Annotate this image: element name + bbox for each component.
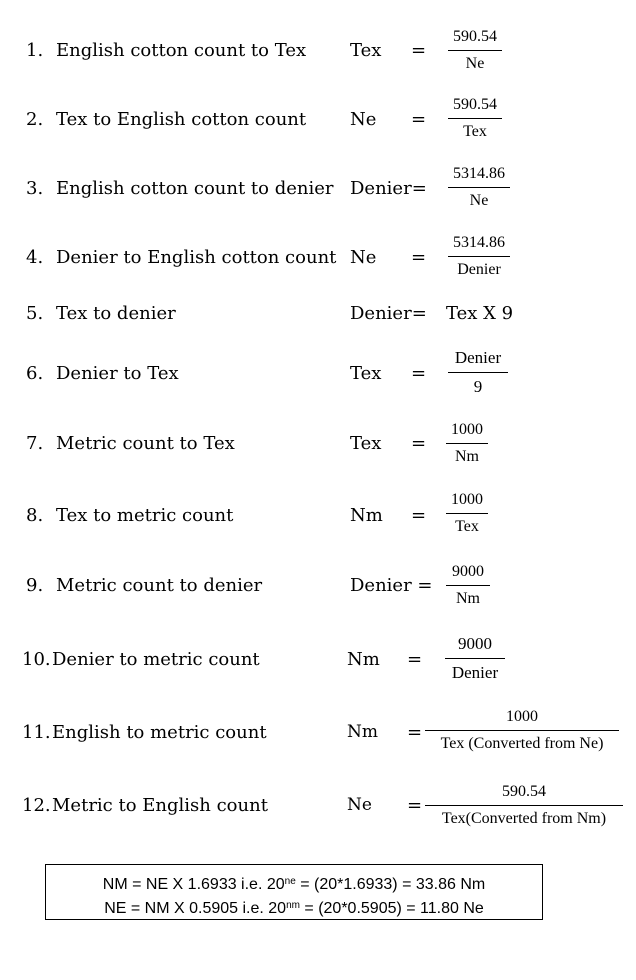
row-lhs: Tex xyxy=(350,363,382,384)
row-number: 6. xyxy=(26,363,44,384)
summary-line-1-result: = (20*1.6933) = 33.86 Nm xyxy=(295,876,486,893)
fraction xyxy=(448,234,510,279)
row-lhs: Denier= xyxy=(350,303,427,324)
row-description: Denier to metric count xyxy=(52,649,260,670)
row-number: 3. xyxy=(26,178,44,199)
row-number: 8. xyxy=(26,505,44,526)
row-number: 9. xyxy=(26,575,44,596)
numerator: 590.54 xyxy=(425,783,623,806)
numerator: 1000 xyxy=(425,708,619,731)
numerator: 5314.86 xyxy=(448,165,510,188)
fraction xyxy=(448,96,502,141)
denominator: Tex(Converted from Nm) xyxy=(441,810,607,827)
numerator: 590.54 xyxy=(448,28,502,51)
row-lhs: Denier= xyxy=(350,178,427,199)
row-number: 10. xyxy=(22,649,51,670)
fraction xyxy=(446,563,490,608)
row-description: Metric count to Tex xyxy=(56,433,235,454)
row-number: 1. xyxy=(26,40,44,61)
summary-line-2-sup: nm xyxy=(286,900,300,911)
equals-sign: = xyxy=(411,363,427,384)
denominator: Nm xyxy=(456,590,480,607)
summary-line-1-text: NM = NE X 1.6933 i.e. 20 xyxy=(102,876,285,893)
denominator: 9 xyxy=(473,377,483,396)
denominator: Tex xyxy=(455,518,479,535)
denominator: Tex (Converted from Ne) xyxy=(440,735,604,752)
summary-line-1 xyxy=(46,871,542,895)
row-lhs: Denier = xyxy=(350,575,433,596)
fraction xyxy=(448,348,508,397)
equals-sign: = xyxy=(407,649,423,670)
numerator: 5314.86 xyxy=(448,234,510,257)
row-lhs: Ne xyxy=(347,795,372,815)
denominator: Nm xyxy=(455,448,479,465)
fraction xyxy=(425,708,619,753)
row-lhs: Ne xyxy=(350,247,377,268)
numerator: 1000 xyxy=(446,491,488,514)
row-lhs: Nm xyxy=(350,505,383,526)
row-description: Metric count to denier xyxy=(56,575,263,596)
fraction xyxy=(446,421,488,466)
denominator: Ne xyxy=(465,55,485,72)
row-number: 2. xyxy=(26,109,44,130)
summary-line-2 xyxy=(46,895,542,919)
numerator: 1000 xyxy=(446,421,488,444)
denominator: Denier xyxy=(457,261,501,278)
equals-sign: = xyxy=(411,505,427,526)
row-lhs: Nm xyxy=(347,649,380,670)
row-number: 11. xyxy=(22,722,51,743)
equals-sign: = xyxy=(411,109,427,130)
row-description: Denier to Tex xyxy=(56,363,179,384)
row-description: Metric to English count xyxy=(52,795,268,816)
row-description: Tex to metric count xyxy=(56,505,234,526)
equals-sign: = xyxy=(407,795,423,816)
fraction xyxy=(425,783,623,828)
summary-line-2-text: NE = NM X 0.5905 i.e. 20 xyxy=(104,900,287,917)
row-lhs: Tex xyxy=(350,433,382,454)
formula-text: Tex X 9 xyxy=(446,303,514,324)
row-description: English cotton count to Tex xyxy=(56,40,307,61)
row-lhs: Nm xyxy=(347,722,378,742)
summary-line-2-result: = (20*0.5905) = 11.80 Ne xyxy=(299,900,484,917)
row-description: Denier to English cotton count xyxy=(56,247,337,268)
denominator: Ne xyxy=(469,192,489,209)
fraction xyxy=(448,165,510,210)
row-description: Tex to denier xyxy=(56,303,176,324)
denominator: Tex xyxy=(463,123,487,140)
row-lhs: Ne xyxy=(350,109,377,130)
row-number: 12. xyxy=(22,795,51,816)
row-lhs: Tex xyxy=(350,40,382,61)
fraction xyxy=(448,28,502,73)
equals-sign: = xyxy=(407,722,423,743)
row-description: Tex to English cotton count xyxy=(56,109,307,130)
row-number: 4. xyxy=(26,247,44,268)
conversion-summary-box xyxy=(45,864,543,920)
summary-line-1-sup: ne xyxy=(284,876,296,887)
equals-sign: = xyxy=(411,40,427,61)
row-number: 5. xyxy=(26,303,44,324)
denominator: Denier xyxy=(451,663,499,682)
numerator: 9000 xyxy=(446,563,490,586)
row-description: English cotton count to denier xyxy=(56,178,334,199)
row-description: English to metric count xyxy=(52,722,267,743)
equals-sign: = xyxy=(411,433,427,454)
fraction xyxy=(445,634,505,683)
numerator: 9000 xyxy=(445,634,505,659)
numerator: 590.54 xyxy=(448,96,502,119)
equals-sign: = xyxy=(411,247,427,268)
row-number: 7. xyxy=(26,433,44,454)
numerator: Denier xyxy=(448,348,508,373)
fraction xyxy=(446,491,488,536)
